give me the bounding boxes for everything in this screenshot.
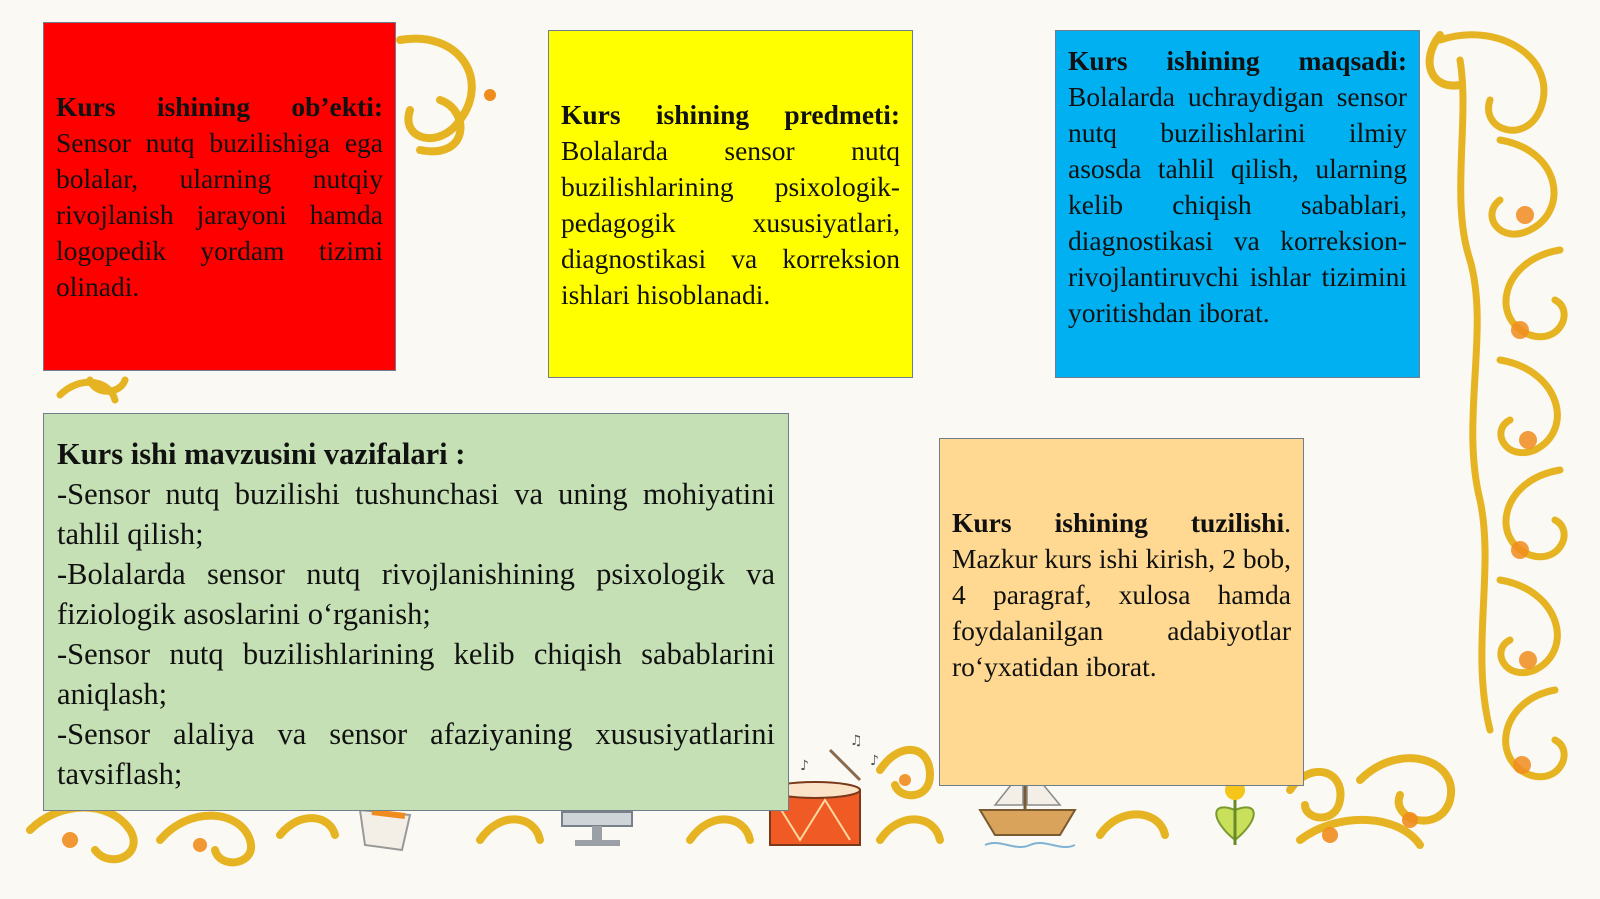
course-tasks-box [43, 413, 789, 811]
course-goal-text: Bolalarda uchraydigan sensor nutq buzilishlarini ilmiy asosda tahlil qilish, ularning kelib chiqish sabablari, diagnostikasi va korreksion-rivojlantiruvchi ishlar tizimini yoritishdan iborat. [1068, 81, 1407, 328]
course-subject-text: Bolalarda sensor nutq buzilishlarining psixologik-pedagogik xususiyatlari, diagnostikasi va korreksion ishlari hisoblanadi. [561, 135, 900, 310]
flower-icon [1216, 780, 1254, 845]
course-structure-box [939, 438, 1304, 786]
course-tasks-title: Kurs ishi mavzusini vazifalari : [57, 437, 466, 471]
task-item: -Sensor alaliya va sensor afaziyaning xususiyatlarini tavsiflash; [57, 717, 775, 791]
course-goal-title: Kurs ishining maqsadi: [1068, 45, 1407, 76]
course-subject-box [548, 30, 913, 378]
course-structure-text: Mazkur kurs ishi kirish, 2 bob, 4 paragraf, xulosa hamda foydalanilgan adabiyotlar ro‘yxatidan iborat. [952, 543, 1291, 682]
svg-text:♪: ♪ [800, 758, 809, 774]
svg-text:♪: ♪ [870, 753, 879, 769]
course-object-title: Kurs ishining ob’ekti: [56, 91, 383, 122]
task-item: -Sensor nutq buzilishlarining kelib chiqish sabablarini aniqlash; [57, 637, 775, 711]
course-subject-title: Kurs ishining predmeti: [561, 99, 900, 130]
course-goal-box [1055, 30, 1420, 378]
course-structure-title: Kurs ishining tuzilishi [952, 507, 1285, 538]
computer-icon [562, 812, 632, 846]
course-object-text: Sensor nutq buzilishiga ega bolalar, ularning nutqiy rivojlanish jarayoni hamda logopedik yordam tizimi olinadi. [56, 127, 383, 302]
task-item: -Bolalarda sensor nutq rivojlanishining psixologik va fiziologik asoslarini o‘rganish; [57, 557, 775, 631]
swirl-ornament-icon [1440, 35, 1564, 777]
course-object-box [43, 22, 396, 371]
svg-text:♫: ♫ [850, 733, 863, 749]
task-item: -Sensor nutq buzilishi tushunchasi va uning mohiyatini tahlil qilish; [57, 477, 775, 551]
music-notes-icon [800, 733, 879, 774]
course-structure-title-suffix: . [1284, 507, 1291, 538]
cup-icon [360, 810, 410, 850]
